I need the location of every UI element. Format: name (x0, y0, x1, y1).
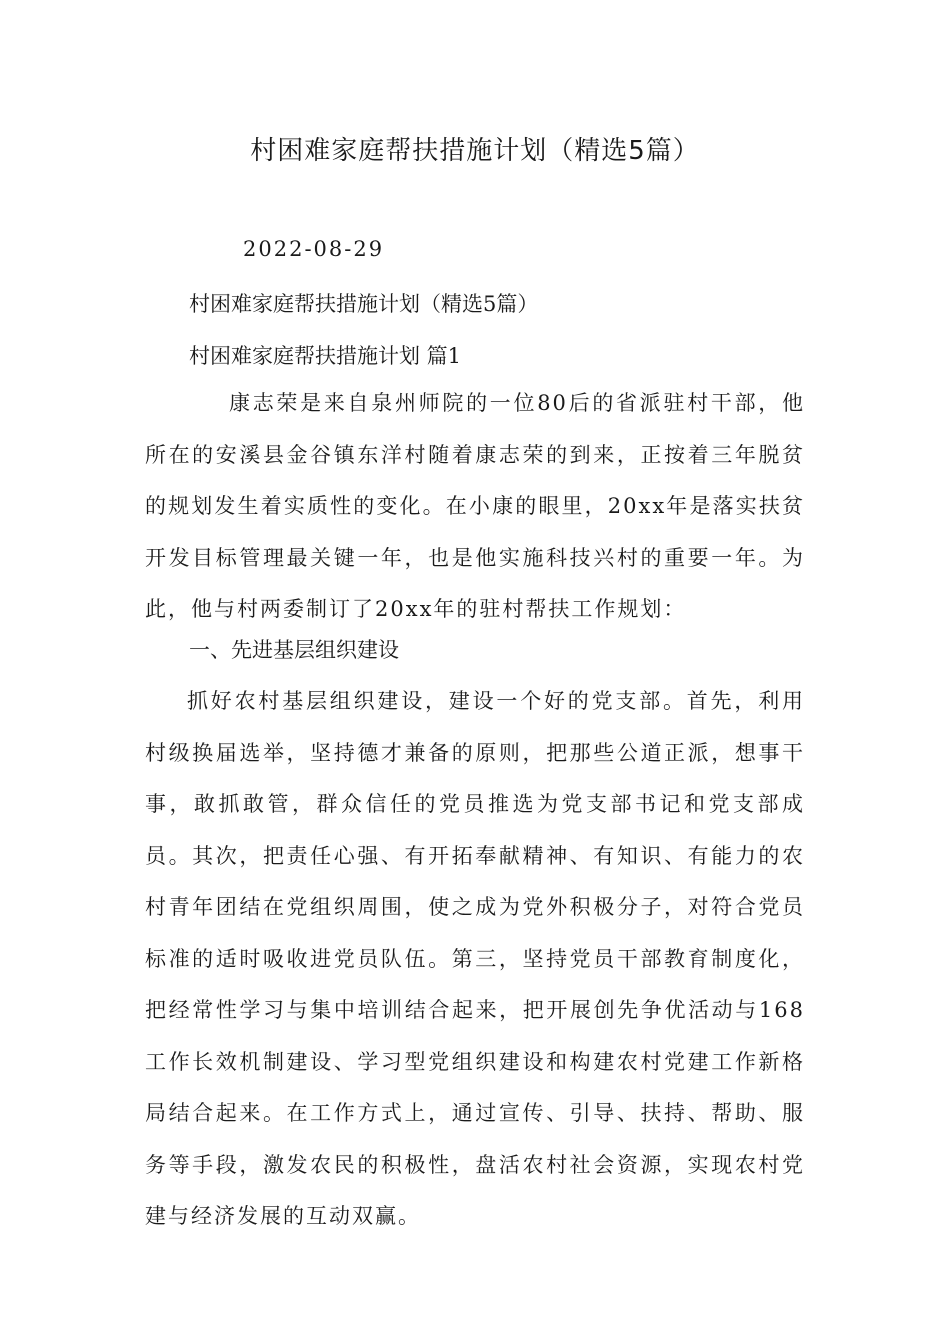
document-date: 2022-08-29 (243, 237, 385, 261)
article-heading: 村困难家庭帮扶措施计划 篇1 (189, 344, 462, 368)
paragraph-intro: 康志荣是来自泉州师院的一位80后的省派驻村干部，他所在的安溪县金谷镇东洋村随着康志荣的到来，正按着三年脱贫的规划发生着实质性的变化。在小康的眼里，20xx年是落实扶贫开发目标管理最关键一年，也是他实施科技兴村的重要一年。为此，他与村两委制订了20xx年的驻村帮扶工作规划： (145, 391, 805, 621)
document-subtitle: 村困难家庭帮扶措施计划（精选5篇） (189, 292, 539, 316)
document-title: 村困难家庭帮扶措施计划（精选5篇） (250, 136, 700, 166)
paragraph-section-1: 抓好农村基层组织建设，建设一个好的党支部。首先，利用村级换届选举，坚持德才兼备的原则，把那些公道正派，想事干事，敢抓敢管，群众信任的党员推选为党支部书记和党支部成员。其次，把责任心强、有开拓奉献精神、有知识、有能力的农村青年团结在党组织周围，使之成为党外积极分子，对符合党员标准的适时吸收进党员队伍。第三，坚持党员干部教育制度化，把经常性学习与集中培训结合起来，把开展创先争优活动与168工作长效机制建设、学习型党组织建设和构建农村党建工作新格局结合起来。在工作方式上，通过宣传、引导、扶持、帮助、服务等手段，激发农民的积极性，盘活农村社会资源，实现农村党建与经济发展的互动双赢。 (145, 689, 805, 1228)
section-heading-1: 一、先进基层组织建设 (189, 638, 399, 662)
